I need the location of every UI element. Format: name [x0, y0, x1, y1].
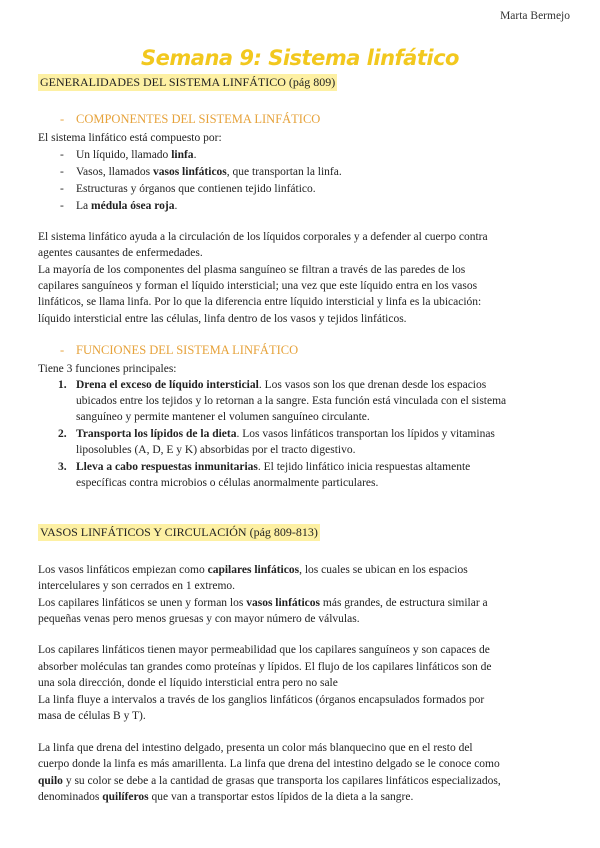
dash-marker: - [60, 343, 65, 357]
paragraph-line: cuerpo donde la linfa es más amarillenta. La linfa que drena del intestino delgado se le conoce como [38, 758, 500, 770]
functions-intro: Tiene 3 funciones principales: [38, 363, 177, 375]
numbered-item-line: liposolubles (A, D, E y K) absorbidas por el tracto digestivo. [76, 444, 356, 456]
paragraph-line: Los capilares linfáticos se unen y forman los vasos linfáticos más grandes, de estructura similar a [38, 597, 488, 609]
numbered-item-line: ubicados entre los tejidos y lo retornan a la sangre. Esta función está vinculada con el sistema [76, 395, 507, 407]
paragraph-line: absorber moléculas tan grandes como proteínas y lípidos. El flujo de los capilares linfáticos son de [38, 661, 492, 673]
numbered-item: 1. Drena el exceso de líquido intersticial. Los vasos son los que drenan desde los espacios [58, 379, 487, 391]
paragraph-line: quilo y su color se debe a la cantidad de grasas que transporta los capilares linfáticos especializados, [38, 775, 501, 787]
components-intro: El sistema linfático está compuesto por: [38, 132, 222, 144]
section-heading-vasos: VASOS LINFÁTICOS Y CIRCULACIÓN (pág 809-813) [40, 525, 318, 539]
paragraph-line: La mayoría de los componentes del plasma sanguíneo se filtran a través de las paredes de los [38, 264, 466, 276]
paragraph-line: intercelulares y son cerrados en 1 extremo. [38, 580, 236, 592]
paragraph-line: Los capilares linfáticos tienen mayor permeabilidad que los capilares sanguíneos y son capaces de [38, 644, 490, 656]
paragraph-line: una sola dirección, donde el líquido intersticial entra pero no sale [38, 677, 338, 689]
paragraph-line: pequeñas venas pero menos gruesas y con mayor número de válvulas. [38, 613, 360, 625]
list-item: - Un líquido, llamado linfa. [60, 149, 197, 161]
paragraph-line: Los vasos linfáticos empiezan como capilares linfáticos, los cuales se ubican en los espacios [38, 564, 468, 576]
numbered-item-line: sanguíneo y permite mantener el volumen sanguíneo circulante. [76, 411, 370, 423]
numbered-item: 3. Lleva a cabo respuestas inmunitarias. El tejido linfático inicia respuestas altamente [58, 461, 471, 473]
subheading-funciones: - FUNCIONES DEL SISTEMA LINFÁTICO [60, 343, 299, 357]
numbered-item: 2. Transporta los lípidos de la dieta. Los vasos linfáticos transportan los lípidos y vitaminas [58, 428, 495, 440]
paragraph-line: denominados quilíferos que van a transportar estos lípidos de la dieta a la sangre. [38, 791, 414, 803]
paragraph-line: La linfa que drena del intestino delgado, presenta un color más blanquecino que en el resto del [38, 742, 473, 754]
paragraph-line: linfáticos, se llama linfa. Por lo que la diferencia entre líquido intersticial y linfa es la ubicación: [38, 296, 482, 308]
numbered-item-line: específicas contra microbios o células anormalmente particulares. [76, 477, 379, 489]
section-heading-generalidades: GENERALIDADES DEL SISTEMA LINFÁTICO (pág 809) [40, 75, 336, 89]
paragraph-line: líquido intersticial entre las células, linfa dentro de los vasos y tejidos linfáticos. [38, 313, 407, 325]
dash-marker: - [60, 112, 65, 126]
paragraph-line: capilares sanguíneos y forman el líquido intersticial; una vez que este líquido entra en los vasos [38, 280, 478, 292]
list-item: - Estructuras y órganos que contienen tejido linfático. [60, 183, 316, 195]
page-title: Semana 9: Sistema linfático [141, 46, 459, 70]
paragraph-line: masa de células B y T). [38, 710, 146, 722]
list-item: - La médula ósea roja. [60, 200, 178, 212]
list-item: - Vasos, llamados vasos linfáticos, que transportan la linfa. [60, 166, 342, 178]
paragraph-line: La linfa fluye a intervalos a través de los ganglios linfáticos (órganos encapsulados formados por [38, 694, 485, 706]
author-name: Marta Bermejo [500, 10, 570, 22]
paragraph-line: agentes causantes de enfermedades. [38, 247, 203, 259]
subheading-componentes: - COMPONENTES DEL SISTEMA LINFÁTICO [60, 112, 321, 126]
paragraph-line: El sistema linfático ayuda a la circulación de los líquidos corporales y a defender al cuerpo contra [38, 231, 488, 243]
